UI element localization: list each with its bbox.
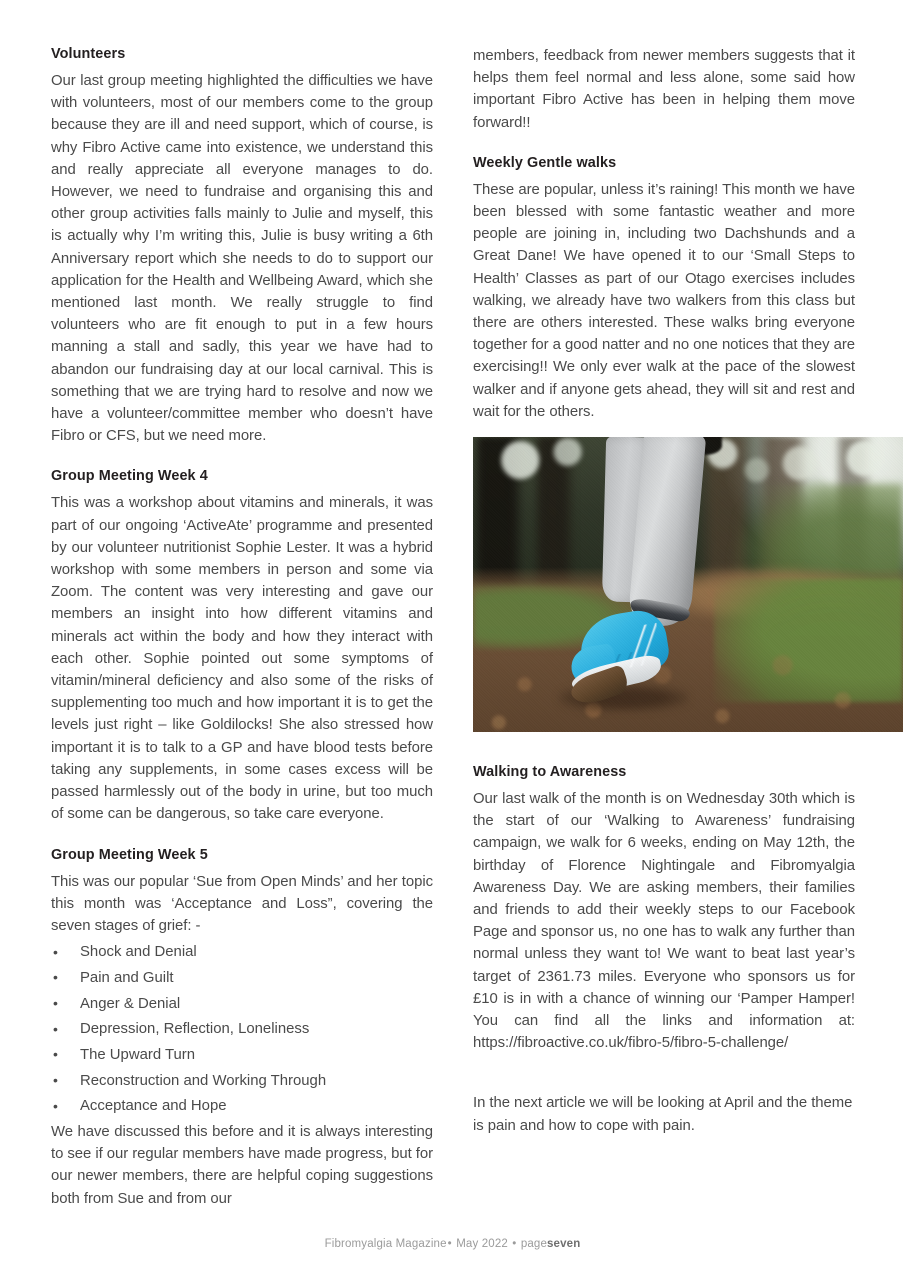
- paragraph-group-meeting-week-5-intro: This was our popular ‘Sue from Open Minds’ and her topic this month was ‘Acceptance and Loss”, covering the seven stages of grief: -: [51, 873, 433, 934]
- list-item: • The Upward Turn: [51, 1044, 433, 1066]
- walking-photo: [473, 437, 903, 732]
- heading-volunteers: Volunteers: [51, 46, 126, 62]
- list-item: • Shock and Denial: [51, 941, 433, 963]
- heading-group-meeting-week-4: Group Meeting Week 4: [51, 468, 208, 485]
- blue-trainer: [564, 607, 675, 704]
- list-item: • Depression, Reflection, Loneliness: [51, 1018, 433, 1040]
- trainer-laces: [617, 623, 662, 668]
- paragraph-walking-to-awareness: Our last walk of the month is on Wednesday 30th which is the start of our ‘Walking to Awareness’ fundraising campaign, we walk for 6 weeks, ending on May 12th, the birthday of Florence Nightingale and Fibromyalgia Awareness Day. We are asking members, their families and friends to add their weekly steps to our Facebook Page and sponsor us, no one has to walk any further than normal unless they want to! We want to beat last year’s target of 2361.73 miles. Everyone who sponsors us for £10 is in with a chance of winning our ‘Pamper Hamper! You can find all the links and information at: https://fibroactive.co.uk/fibro-5/fibro-5-challenge/: [473, 791, 855, 1052]
- walking-photo-scene: [473, 437, 903, 732]
- paragraph-weekly-gentle-walks: These are popular, unless it’s raining! This month we have been blessed with some fantastic weather and more people are joining in, including two Dachshunds and a Great Dane! We have opened it to our ‘Small Steps to Health’ Classes as part of our Otago exercises includes walking, we already have two walkers from this class but there are others interested. These walks bring everyone together for a good natter and no one notices that they are exercising!! We only ever walk at the pace of the slowest walker and if anyone gets ahead, they will sit and rest and wait for the others.: [473, 181, 855, 420]
- paragraph-group-meeting-week-5-closing: We have discussed this before and it is always interesting to see if our regular members have made progress, but for our newer members, there are helpful coping suggestions both from Sue and from our: [51, 1124, 434, 1207]
- page-footer: [0, 1238, 905, 1250]
- right-column: [473, 45, 855, 423]
- grief-stages-list: [51, 941, 433, 1117]
- footer-separator-2: •: [512, 1238, 517, 1250]
- paragraph-group-meeting-week-4: This was a workshop about vitamins and minerals, it was part of our ongoing ‘ActiveAte’ programme and presented by our volunteer nutritionist Sophie Lester. It was a hybrid workshop with some members in person and some via Zoom. The content was very interesting and gave our members an insight into how different vitamins and minerals act within the body and how they interact with each other. Sophie pointed out some symptoms of vitamin/mineral deficiency and also some of the risks of supplementing too much and how important it is to get the levels just right – like Goldilocks! She also stressed how important it is to talk to a GP and have blood tests before taking any supplements, in some cases excess will be passed harmlessly out of the body in urine, but too much of some can be dangerous, so take care everyone.: [51, 495, 433, 823]
- list-item: • Anger & Denial: [51, 993, 433, 1015]
- right-column-lower: [473, 763, 855, 1137]
- footer-page-word: page: [520, 1238, 548, 1250]
- list-item: • Acceptance and Hope: [51, 1095, 433, 1117]
- footer-separator-1: •: [447, 1238, 452, 1250]
- list-item: • Reconstruction and Working Through: [51, 1070, 433, 1092]
- list-item: • Pain and Guilt: [51, 967, 433, 989]
- left-column: [51, 45, 433, 1210]
- heading-weekly-gentle-walks: Weekly Gentle walks: [473, 154, 617, 171]
- paragraph-next-article: In the next article we will be looking at April and the theme is pain and how to cope with pain.: [473, 1095, 853, 1134]
- footer-magazine-name: Fibromyalgia Magazine: [324, 1238, 447, 1250]
- footer-page-number: seven: [547, 1238, 581, 1250]
- paragraph-continued: members, feedback from newer members suggests that it helps them feel normal and less alone, some said how important Fibro Active has been in helping them move forward!!: [473, 48, 855, 131]
- heading-group-meeting-week-5: Group Meeting Week 5: [51, 846, 208, 863]
- paragraph-volunteers: Our last group meeting highlighted the difficulties we have with volunteers, most of our members come to the group because they are ill and need support, which of course, is why Fibro Active came into existence, we understand this and really appreciate all everyone manages to do. However, we need to fundraise and organising this and other group activities falls mainly to Julie and myself, this is actually why I’m writing this, Julie is busy writing a 6th Anniversary report which she needs to do to support our application for the Health and Wellbeing Award, which she mentioned last month. We really struggle to find volunteers who are fit enough to put in a few hours manning a stall and sadly, this year we have had to abandon our fundraising day at our local carnival. This is something that we are trying hard to resolve and now we have a volunteer/committee member who doesn’t have Fibro or CFS, but we need more.: [51, 73, 433, 445]
- heading-walking-to-awareness: Walking to Awareness: [473, 764, 627, 780]
- footer-issue-date: May 2022: [456, 1238, 508, 1250]
